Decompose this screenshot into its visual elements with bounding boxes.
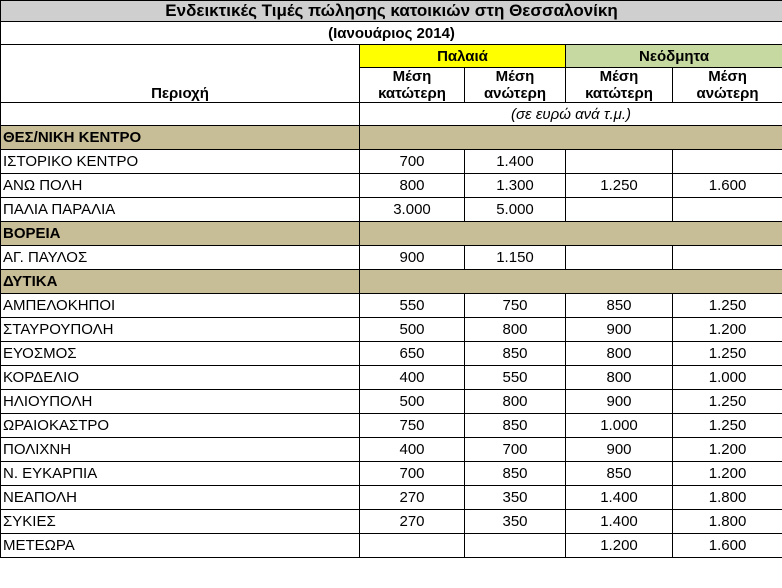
- section-fill: [360, 126, 782, 150]
- new-low-cell: 850: [566, 294, 673, 318]
- area-cell: ΠΟΛΙΧΝΗ: [1, 438, 360, 462]
- new-high-cell: 1.250: [673, 294, 782, 318]
- new-low-cell: 1.400: [566, 486, 673, 510]
- area-cell: ΝΕΑΠΟΛΗ: [1, 486, 360, 510]
- section-fill: [360, 270, 782, 294]
- new-high-cell: [673, 150, 782, 174]
- old-high-cell: 1.400: [465, 150, 566, 174]
- table-row: [1, 198, 782, 222]
- new-low-cell: 800: [566, 366, 673, 390]
- title-row: [1, 1, 782, 22]
- new-high-cell: [673, 198, 782, 222]
- new-high-cell: 1.250: [673, 390, 782, 414]
- area-cell: ΣΤΑΥΡΟΥΠΟΛΗ: [1, 318, 360, 342]
- old-low-cell: 270: [360, 510, 465, 534]
- unit-empty-cell: [1, 103, 360, 126]
- area-cell: ΕΥΟΣΜΟΣ: [1, 342, 360, 366]
- section-row: [1, 126, 782, 150]
- old-low-header: Μέση κατώτερη: [360, 68, 465, 103]
- new-low-cell: [566, 198, 673, 222]
- date-row: [1, 22, 782, 45]
- old-low-cell: 700: [360, 150, 465, 174]
- table-title: Ενδεικτικές Τιμές πώλησης κατοικιών στη Θεσσαλονίκη: [1, 1, 782, 22]
- old-low-cell: 500: [360, 390, 465, 414]
- area-cell: ΚΟΡΔΕΛΙΟ: [1, 366, 360, 390]
- new-low-cell: 900: [566, 318, 673, 342]
- section-name: ΒΟΡΕΙΑ: [1, 222, 360, 246]
- table-row: [1, 246, 782, 270]
- old-low-cell: [360, 534, 465, 558]
- table-row: [1, 534, 782, 558]
- table-row: [1, 462, 782, 486]
- table-row: [1, 318, 782, 342]
- new-high-cell: 1.000: [673, 366, 782, 390]
- old-high-cell: [465, 534, 566, 558]
- table-row: [1, 342, 782, 366]
- old-high-cell: 850: [465, 462, 566, 486]
- new-low-cell: 1.400: [566, 510, 673, 534]
- old-low-cell: 400: [360, 366, 465, 390]
- group-header-row: [1, 45, 782, 68]
- area-cell: ΑΓ. ΠΑΥΛΟΣ: [1, 246, 360, 270]
- old-low-cell: 400: [360, 438, 465, 462]
- section-name: ΘΕΣ/ΝΙΚΗ ΚΕΝΤΡΟ: [1, 126, 360, 150]
- new-high-cell: [673, 246, 782, 270]
- group-old-header: Παλαιά: [360, 45, 566, 68]
- old-high-cell: 350: [465, 486, 566, 510]
- table-row: [1, 390, 782, 414]
- old-low-cell: 700: [360, 462, 465, 486]
- area-cell: ΣΥΚΙΕΣ: [1, 510, 360, 534]
- old-low-cell: 500: [360, 318, 465, 342]
- old-low-cell: 750: [360, 414, 465, 438]
- old-high-cell: 350: [465, 510, 566, 534]
- table-row: [1, 294, 782, 318]
- new-high-cell: 1.200: [673, 318, 782, 342]
- table-row: [1, 174, 782, 198]
- section-row: [1, 270, 782, 294]
- old-high-cell: 1.150: [465, 246, 566, 270]
- old-high-cell: 850: [465, 414, 566, 438]
- old-low-cell: 650: [360, 342, 465, 366]
- new-high-cell: 1.200: [673, 462, 782, 486]
- area-cell: ΠΑΛΙΑ ΠΑΡΑΛΙΑ: [1, 198, 360, 222]
- table-row: [1, 150, 782, 174]
- area-cell: ΙΣΤΟΡΙΚΟ ΚΕΝΤΡΟ: [1, 150, 360, 174]
- old-low-cell: 3.000: [360, 198, 465, 222]
- area-cell: ΑΜΠΕΛΟΚΗΠΟΙ: [1, 294, 360, 318]
- table-row: [1, 414, 782, 438]
- old-high-cell: 700: [465, 438, 566, 462]
- unit-row: [1, 103, 782, 126]
- old-high-cell: 800: [465, 390, 566, 414]
- area-cell: ΜΕΤΕΩΡΑ: [1, 534, 360, 558]
- old-high-cell: 850: [465, 342, 566, 366]
- section-name: ΔΥΤΙΚΑ: [1, 270, 360, 294]
- new-high-cell: 1.600: [673, 534, 782, 558]
- new-low-cell: [566, 150, 673, 174]
- new-high-cell: 1.600: [673, 174, 782, 198]
- new-low-cell: 800: [566, 342, 673, 366]
- area-cell: ΑΝΩ ΠΟΛΗ: [1, 174, 360, 198]
- new-high-cell: 1.250: [673, 414, 782, 438]
- area-cell: ΩΡΑΙΟΚΑΣΤΡΟ: [1, 414, 360, 438]
- section-row: [1, 222, 782, 246]
- table-row: [1, 510, 782, 534]
- area-cell: ΗΛΙΟΥΠΟΛΗ: [1, 390, 360, 414]
- new-low-cell: 850: [566, 462, 673, 486]
- old-high-cell: 800: [465, 318, 566, 342]
- new-high-cell: 1.250: [673, 342, 782, 366]
- section-fill: [360, 222, 782, 246]
- table-row: [1, 486, 782, 510]
- new-low-cell: 1.000: [566, 414, 673, 438]
- old-high-cell: 5.000: [465, 198, 566, 222]
- old-low-cell: 900: [360, 246, 465, 270]
- old-high-cell: 550: [465, 366, 566, 390]
- new-low-cell: [566, 246, 673, 270]
- table-row: [1, 438, 782, 462]
- new-high-cell: 1.800: [673, 486, 782, 510]
- table-row: [1, 366, 782, 390]
- old-high-cell: 750: [465, 294, 566, 318]
- old-high-header: Μέση ανώτερη: [465, 68, 566, 103]
- area-cell: Ν. ΕΥΚΑΡΠΙΑ: [1, 462, 360, 486]
- new-high-cell: 1.200: [673, 438, 782, 462]
- new-low-header: Μέση κατώτερη: [566, 68, 673, 103]
- new-low-cell: 1.250: [566, 174, 673, 198]
- new-low-cell: 900: [566, 438, 673, 462]
- old-high-cell: 1.300: [465, 174, 566, 198]
- new-low-cell: 1.200: [566, 534, 673, 558]
- new-high-cell: 1.800: [673, 510, 782, 534]
- old-low-cell: 800: [360, 174, 465, 198]
- region-header: Περιοχή: [1, 45, 360, 103]
- table-subtitle: (Ιανουάριος 2014): [1, 22, 782, 45]
- new-low-cell: 900: [566, 390, 673, 414]
- unit-note: (σε ευρώ ανά τ.μ.): [360, 103, 782, 126]
- old-low-cell: 270: [360, 486, 465, 510]
- old-low-cell: 550: [360, 294, 465, 318]
- group-new-header: Νεόδμητα: [566, 45, 782, 68]
- new-high-header: Μέση ανώτερη: [673, 68, 782, 103]
